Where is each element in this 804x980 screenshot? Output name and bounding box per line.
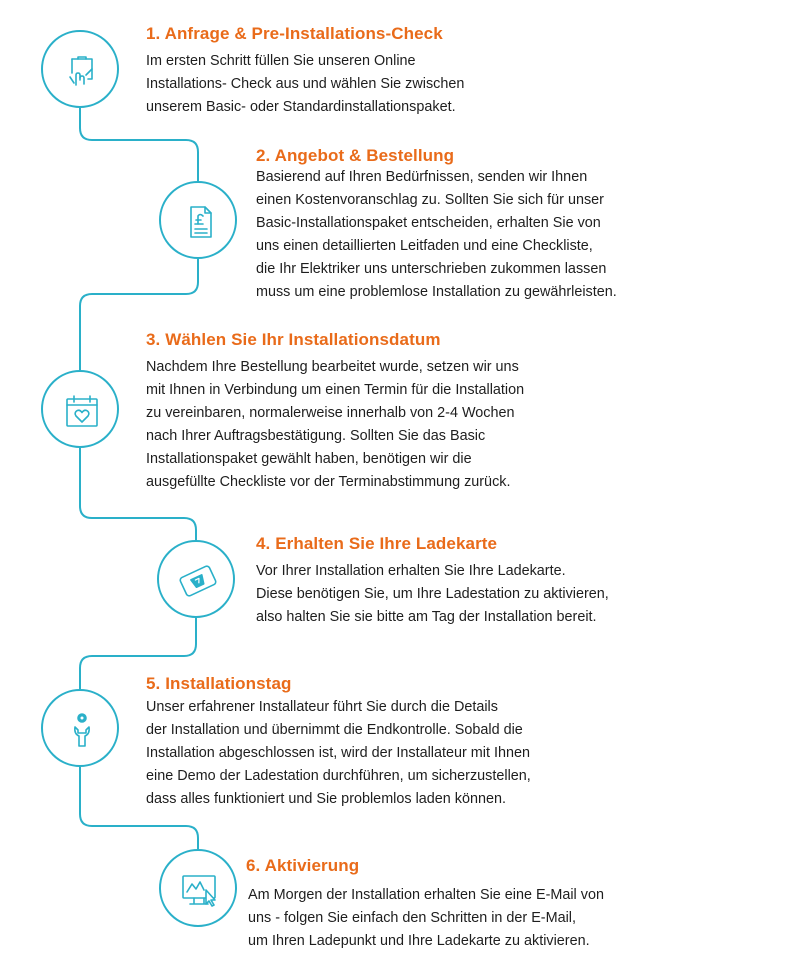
step-5-icon-circle [41,689,119,767]
step-5-line: dass alles funktioniert und Sie problemlos laden können. [146,791,506,807]
step-2-line: die Ihr Elektriker uns unterschrieben zukommen lassen [256,261,607,277]
step-1-icon-circle [41,30,119,108]
step-6-line: uns - folgen Sie einfach den Schritten in der E-Mail, [248,910,576,926]
step-3-title: 3. Wählen Sie Ihr Installationsdatum [146,330,441,349]
step-6-title: 6. Aktivierung [246,856,360,875]
step-1-line: unserem Basic- oder Standardinstallationspaket. [146,99,456,115]
step-2-title: 2. Angebot & Bestellung [256,146,455,165]
step-4-title: 4. Erhalten Sie Ihre Ladekarte [256,534,498,553]
step-3-line: Installationspaket gewählt haben, benötigen wir die [146,451,472,467]
step-4-line: Diese benötigen Sie, um Ihre Ladestation zu aktivieren, [256,586,609,602]
step-1-description [146,50,464,119]
step-6-description [248,884,604,953]
charging-card-icon [178,561,218,601]
step-3-line: Nachdem Ihre Bestellung bearbeitet wurde, setzen wir uns [146,359,519,375]
step-1-title: 1. Anfrage & Pre-Installations-Check [146,24,443,43]
step-3-line: nach Ihrer Auftragsbestätigung. Sollten Sie das Basic [146,428,486,444]
step-2-line: einen Kostenvoranschlag zu. Sollten Sie sich für unser [256,192,604,208]
step-3-line: mit Ihnen in Verbindung um einen Termin für die Installation [146,382,525,398]
step-5-line: Installation abgeschlossen ist, wird der Installateur mit Ihnen [146,745,530,761]
step-4-line: Vor Ihrer Installation erhalten Sie Ihre Ladekarte. [256,563,566,579]
step-5-title: 5. Installationstag [146,674,292,693]
step-5-line: eine Demo der Ladestation durchführen, um sicherzustellen, [146,768,531,784]
step-3-description [146,356,524,494]
step-2-line: Basierend auf Ihren Bedürfnissen, senden wir Ihnen [256,169,588,185]
wrench-icon [62,710,102,750]
step-4-description [256,560,609,629]
step-6-line: Am Morgen der Installation erhalten Sie eine E-Mail von [248,887,604,903]
step-5-description [146,696,531,811]
step-5-line: der Installation und übernimmt die Endkontrolle. Sobald die [146,722,523,738]
step-1-line: Installations- Check aus und wählen Sie zwischen [146,76,465,92]
clipboard-hand-icon [62,51,102,91]
step-2-line: uns einen detaillierten Leitfaden und eine Checkliste, [256,238,593,254]
monitor-click-icon [180,870,220,910]
step-2-line: muss um eine problemlose Installation zu gewährleisten. [256,284,617,300]
pound-invoice-icon [180,202,220,242]
step-3-line: zu vereinbaren, normalerweise innerhalb von 2-4 Wochen [146,405,515,421]
step-5-line: Unser erfahrener Installateur führt Sie durch die Details [146,699,498,715]
step-3-icon-circle [41,370,119,448]
calendar-heart-icon [62,391,102,431]
step-2-line: Basic-Installationspaket entscheiden, erhalten Sie von [256,215,601,231]
step-2-icon-circle [159,181,237,259]
step-3-line: ausgefüllte Checkliste vor der Terminabstimmung zurück. [146,474,511,490]
step-1-line: Im ersten Schritt füllen Sie unseren Online [146,53,416,69]
step-4-line: also halten Sie sie bitte am Tag der Installation bereit. [256,609,597,625]
step-6-icon-circle [159,849,237,927]
step-6-line: um Ihren Ladepunkt und Ihre Ladekarte zu aktivieren. [248,933,590,949]
step-2-description [256,166,617,304]
step-4-icon-circle [157,540,235,618]
